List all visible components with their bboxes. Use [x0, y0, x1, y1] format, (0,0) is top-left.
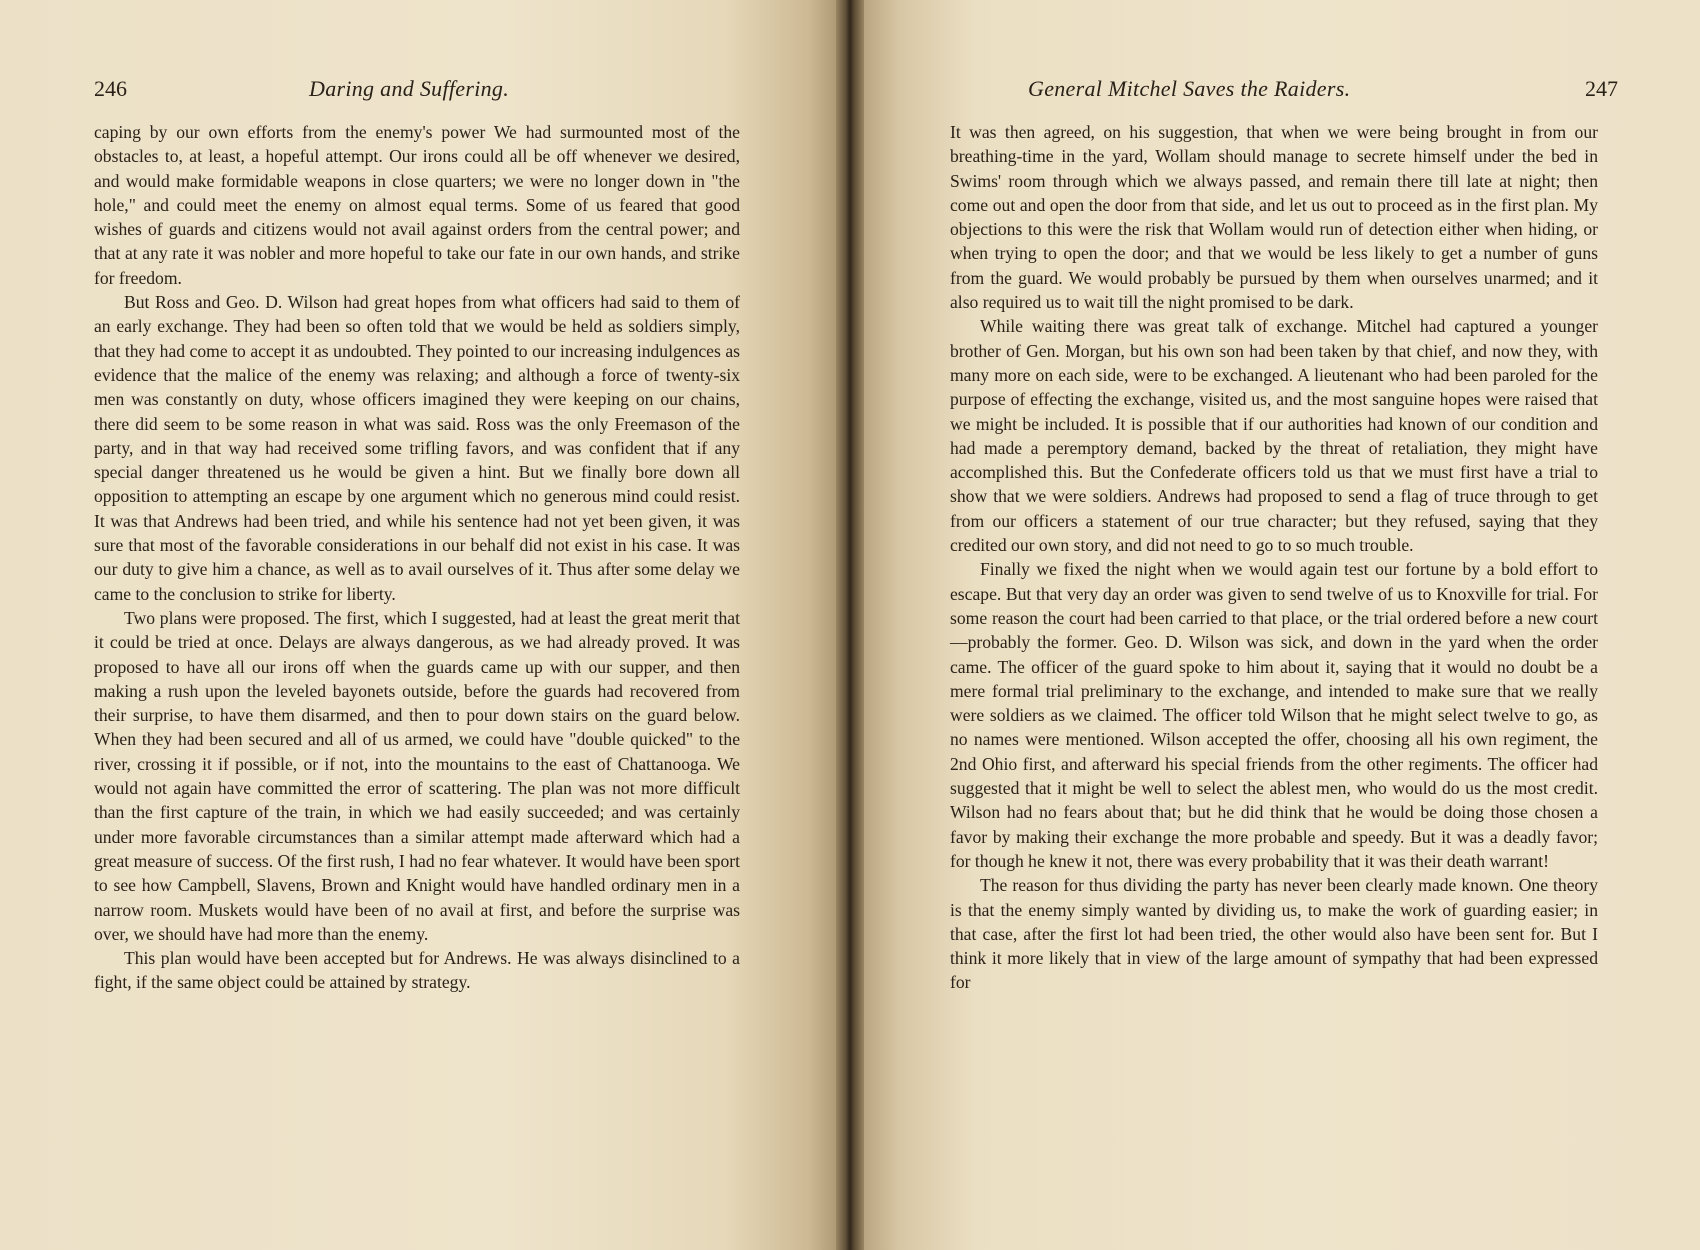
left-page-header — [94, 74, 736, 104]
left-page-number: 246 — [94, 76, 127, 101]
right-page — [858, 0, 1700, 1250]
paragraph: The reason for thus dividing the party has never been clearly made known. One theory is that the enemy simply wanted by dividing us, to make the work of guarding easier; in that case, after the first lot had been tried, the other would also have been sent for. But I think it more likely that in view of the large amount of sympathy that had been expressed for — [950, 875, 1598, 993]
right-page-body — [950, 120, 1598, 995]
right-running-title: General Mitchel Saves the Raiders. — [1028, 76, 1351, 101]
paragraph: Two plans were proposed. The first, which I suggested, had at least the great merit that it could be tried at once. Delays are always dangerous, as we had already proved. It was proposed to have all our irons off when the guards came up with our supper, and then making a rush upon the leveled bayonets outside, before the guards had recovered from their surprise, to have them disarmed, and then to pour down stairs on the guard below. When they had been secured and all of us armed, we could have "double quicked" to the river, crossing it if possible, or if not, into the mountains to the east of Chattanooga. We would not again have committed the error of scattering. The plan was not more difficult than the first capture of the train, in which we had easily succeeded; and was certainly under more favorable circumstances than a similar attempt made afterward which had a great measure of success. Of the first rush, I had no fear whatever. It would have been sport to see how Campbell, Slavens, Brown and Knight would have handled ordinary men in a narrow room. Muskets would have been of no avail at first, and before the surprise was over, we should have had more than the enemy. — [94, 607, 740, 944]
paragraph: But Ross and Geo. D. Wilson had great hopes from what officers had said to them of an early exchange. They had been so often told that we would be held as soldiers simply, that they had come to accept it as undoubted. They pointed to our increasing indulgences as evidence that the malice of the enemy was relaxing; and although a force of twenty-six men was constantly on duty, whose officers imagined they were keeping on our chains, there did seem to be some reason in what was said. Ross was the only Freemason of the party, and in that way had received some trifling favors, and was confident that if any special danger threatened us he would be given a hint. But we finally bore down all opposition to attempting an escape by one argument which no generous mind could resist. It was that Andrews had been tried, and while his sentence had not yet been given, it was sure that most of the favorable considerations in our behalf did not exist in his case. It was our duty to give him a chance, as well as to avail ourselves of it. Thus after some delay we came to the conclusion to strike for liberty. — [94, 292, 740, 604]
paragraph: This plan would have been accepted but for Andrews. He was always disinclined to a fight, if the same object could be attained by strategy. — [94, 948, 740, 993]
left-running-title: Daring and Suffering. — [309, 76, 510, 101]
book-gutter — [836, 0, 864, 1250]
paragraph: It was then agreed, on his suggestion, that when we were being brought in from our breathing-time in the yard, Wollam should manage to secrete himself under the bed in Swims' room through which we always passed, and remain there till late at night; then come out and open the door from that side, and let us out to proceed as in the first plan. My objections to this were the risk that Wollam would run of detection either when hiding, or when trying to open the door; and that we would be less likely to get a number of guns from the guard. We would probably be pursued by them when ourselves unarmed; and it also required us to wait till the night promised to be dark. — [950, 122, 1598, 313]
right-page-header — [948, 74, 1618, 104]
paragraph: While waiting there was great talk of exchange. Mitchel had captured a younger brother of Gen. Morgan, but his own son had been taken by that chief, and now they, with many more on each side, were to be exchanged. A lieutenant who had been paroled for the purpose of effecting the exchange, visited us, and the most sanguine hopes were raised that we might be included. It is possible that if our authorities had known of our condition and had made a peremptory demand, backed by the threat of retaliation, they might have accomplished this. But the Confederate officers told us that we must first have a trial to show that we were soldiers. Andrews had proposed to send a flag of truce through to get from our officers a statement of our true character; but they refused, saying that they credited our own story, and did not need to go to so much trouble. — [950, 316, 1598, 556]
right-page-number: 247 — [1585, 76, 1618, 101]
left-page — [0, 0, 842, 1250]
paragraph: Finally we fixed the night when we would again test our fortune by a bold effort to escape. But that very day an order was given to send twelve of us to Knoxville for trial. For some reason the court had been carried to that place, or the trial ordered before a new court—probably the former. Geo. D. Wilson was sick, and down in the yard when the order came. The officer of the guard spoke to him about it, saying that it would no doubt be a mere formal trial preliminary to the exchange, and intended to make sure that we really were soldiers as we claimed. The officer told Wilson that he might select twelve to go, as no names were mentioned. Wilson accepted the offer, choosing all his own regiment, the 2nd Ohio first, and afterward his special friends from the other regiments. The officer had suggested that it might be well to select the ablest men, who would do us the most credit. Wilson had no fears about that; but he did think that he would be doing those chosen a favor by making their exchange the more probable and speedy. But it was a deadly favor; for though he knew it not, there was every probability that it was their death warrant! — [950, 559, 1598, 871]
left-page-body — [94, 120, 740, 995]
paragraph: caping by our own efforts from the enemy's power We had surmounted most of the obstacles to, at least, a hopeful attempt. Our irons could all be off whenever we desired, and would make formidable weapons in close quarters; we were no longer down in "the hole," and could meet the enemy on almost equal terms. Some of us feared that good wishes of guards and citizens would not avail against orders from the central power; and that at any rate it was nobler and more hopeful to take our fate in our own hands, and strike for freedom. — [94, 122, 740, 288]
